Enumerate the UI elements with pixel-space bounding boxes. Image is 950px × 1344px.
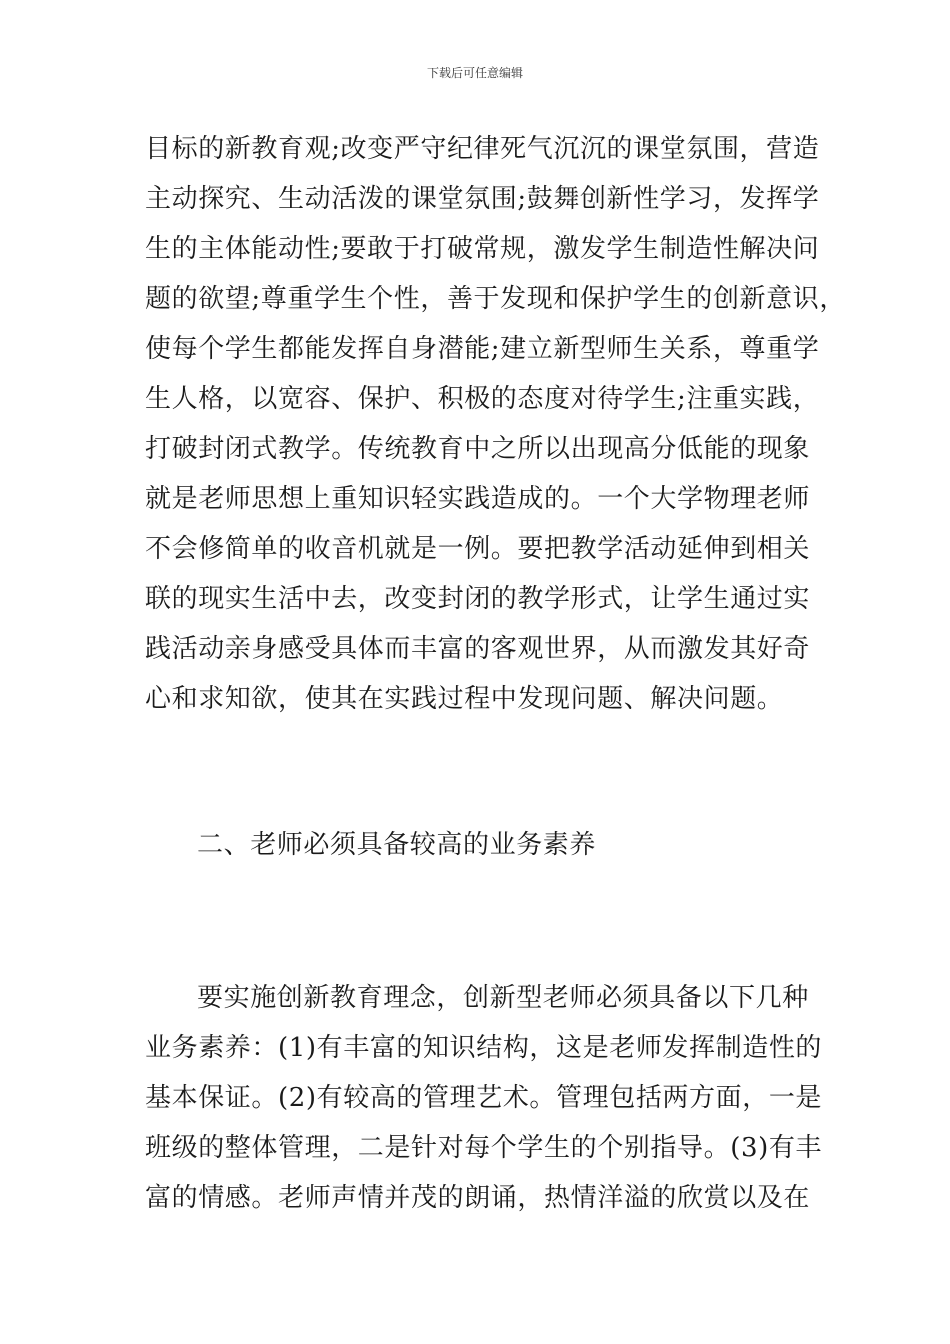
paragraph-line: 班级的整体管理，二是针对每个学生的个别指导。(3)有丰: [145, 1133, 823, 1163]
paragraph-line: 题的欲望;尊重学生个性，善于发现和保护学生的创新意识，: [145, 284, 846, 314]
section-heading: 二、老师必须具备较高的业务素养: [197, 830, 597, 860]
paragraph-line: 生的主体能动性;要敢于打破常规，激发学生制造性解决问: [145, 234, 820, 264]
paragraph-line: 不会修简单的收音机就是一例。要把教学活动延伸到相关: [145, 534, 811, 564]
page-header: 下载后可任意编辑: [426, 66, 523, 80]
paragraph-line: 就是老师思想上重知识轻实践造成的。一个大学物理老师: [145, 484, 811, 514]
paragraph-line: 使每个学生都能发挥自身潜能;建立新型师生关系，尊重学: [145, 334, 820, 364]
paragraph-line: 生人格，以宽容、保护、积极的态度对待学生;注重实践，: [145, 384, 820, 414]
paragraph-line: 目标的新教育观;改变严守纪律死气沉沉的课堂氛围，营造: [145, 134, 820, 164]
paragraph-line: 要实施创新教育理念，创新型老师必须具备以下几种: [197, 983, 809, 1013]
paragraph-line: 心和求知欲，使其在实践过程中发现问题、解决问题。: [145, 684, 784, 714]
paragraph-line: 联的现实生活中去，改变封闭的教学形式，让学生通过实: [145, 584, 811, 614]
paragraph-line: 主动探究、生动活泼的课堂氛围;鼓舞创新性学习，发挥学: [145, 184, 820, 214]
paragraph-line: 富的情感。老师声情并茂的朗诵，热情洋溢的欣赏以及在: [145, 1183, 811, 1213]
paragraph-line: 践活动亲身感受具体而丰富的客观世界，从而激发其好奇: [145, 634, 811, 664]
paragraph-line: 基本保证。(2)有较高的管理艺术。管理包括两方面，一是: [145, 1083, 823, 1113]
paragraph-line: 打破封闭式教学。传统教育中之所以出现高分低能的现象: [145, 434, 811, 464]
paragraph-line: 业务素养：(1)有丰富的知识结构，这是老师发挥制造性的: [145, 1033, 823, 1063]
